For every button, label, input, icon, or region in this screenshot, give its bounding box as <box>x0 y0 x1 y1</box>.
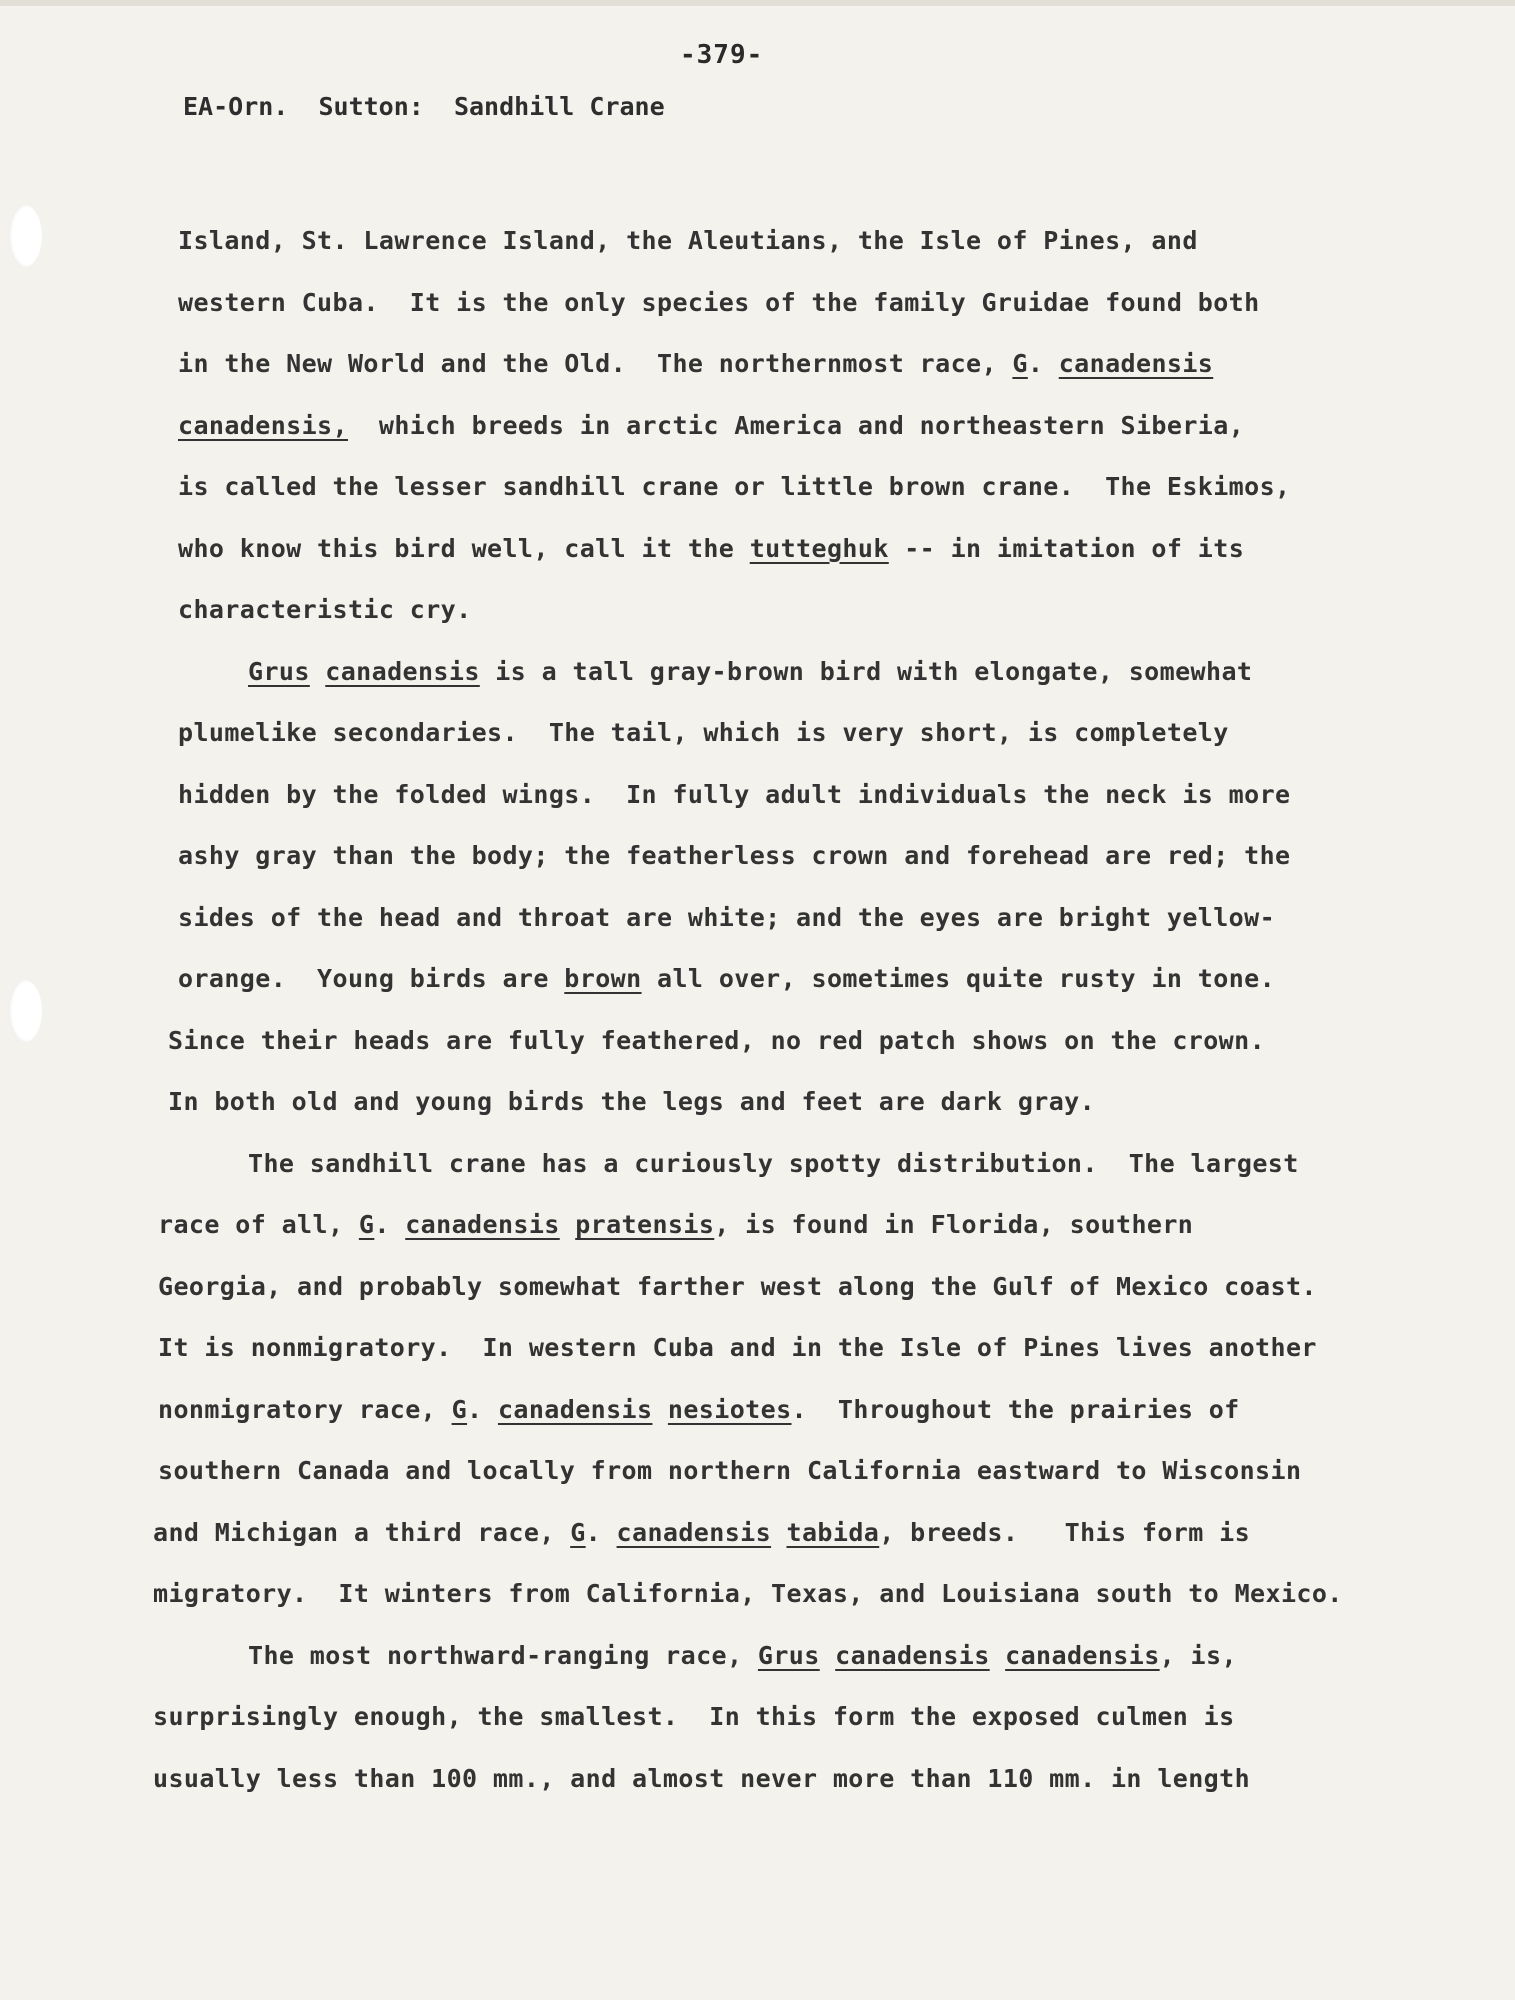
text-line: sides of the head and throat are white; and the eyes are bright yellow- <box>178 902 1276 932</box>
genus-name: Grus <box>248 656 310 686</box>
text-line: The sandhill crane has a curiously spotty distribution. The largest <box>248 1148 1299 1178</box>
text-line: migratory. It winters from California, Texas, and Louisiana south to Mexico. <box>153 1579 1343 1608</box>
genus-abbrev: G <box>570 1517 586 1547</box>
text-line: orange. Young birds are brown all over, sometimes quite rusty in tone. <box>178 964 1276 993</box>
text-line: The most northward-ranging race, Grus canadensis canadensis, is, <box>248 1640 1237 1670</box>
species-name: canadensis <box>405 1210 560 1239</box>
page-top-edge <box>0 0 1515 6</box>
body-text <box>153 210 1348 1809</box>
genus-abbrev: G <box>358 1210 375 1239</box>
species-name: canadensis <box>1058 349 1214 378</box>
text-line: Since their heads are fully feathered, no red patch shows on the crown. <box>168 1025 1266 1055</box>
header-code: EA-Orn. <box>183 92 289 121</box>
genus-abbrev: G <box>451 1394 468 1424</box>
text-line: characteristic cry. <box>178 595 472 624</box>
genus-abbrev: G <box>1012 349 1028 378</box>
text-line: surprisingly enough, the smallest. In this form the exposed culmen is <box>153 1702 1235 1731</box>
subspecies-name: nesiotes <box>667 1394 792 1424</box>
text-line: western Cuba. It is the only species of the family Gruidae found both <box>178 287 1260 317</box>
text-line: is called the lesser sandhill crane or little brown crane. The Eskimos, <box>178 472 1291 501</box>
document-header <box>183 92 665 121</box>
color-word: brown <box>564 964 642 993</box>
species-name: canadensis <box>497 1394 653 1424</box>
punch-hole-top <box>8 205 42 267</box>
eskimo-name: tutteghuk <box>749 533 889 563</box>
subspecies-name: canadensis <box>1005 1640 1160 1670</box>
text-line: usually less than 100 mm., and almost never more than 110 mm. in length <box>153 1763 1251 1793</box>
text-line: Grus canadensis is a tall gray-brown bird with elongate, somewhat <box>248 656 1253 686</box>
header-author: Sutton: <box>318 92 424 121</box>
header-subject: Sandhill Crane <box>453 92 665 121</box>
text-line: southern Canada and locally from northern California eastward to Wisconsin <box>158 1456 1302 1485</box>
species-name: canadensis <box>325 656 480 686</box>
text-line: Georgia, and probably somewhat farther west along the Gulf of Mexico coast. <box>158 1271 1317 1301</box>
text-line: In both old and young birds the legs and feet are dark gray. <box>168 1087 1096 1116</box>
punch-hole-middle <box>8 980 42 1042</box>
page-number: -379- <box>680 40 764 70</box>
subspecies-name: pratensis <box>575 1210 715 1239</box>
genus-name: Grus <box>757 1640 820 1670</box>
text-line: canadensis, which breeds in arctic America and northeastern Siberia, <box>178 410 1245 440</box>
species-name: canadensis <box>835 1640 990 1670</box>
text-line: race of all, G. canadensis pratensis, is found in Florida, southern <box>158 1210 1194 1239</box>
text-line: It is nonmigratory. In western Cuba and in the Isle of Pines lives another <box>158 1333 1317 1362</box>
text-line: Island, St. Lawrence Island, the Aleutians, the Isle of Pines, and <box>178 226 1198 255</box>
text-line: plumelike secondaries. The tail, which is very short, is completely <box>178 718 1229 747</box>
text-line: nonmigratory race, G. canadensis nesiotes. Throughout the prairies of <box>158 1394 1240 1424</box>
subspecies-name: canadensis, <box>178 410 348 440</box>
text-line: in the New World and the Old. The northernmost race, G. canadensis <box>178 349 1214 378</box>
species-name: canadensis <box>616 1517 772 1547</box>
text-line: hidden by the folded wings. In fully adult individuals the neck is more <box>178 779 1291 809</box>
text-line: ashy gray than the body; the featherless crown and forehead are red; the <box>178 841 1291 870</box>
subspecies-name: tabida <box>786 1517 880 1547</box>
text-line: and Michigan a third race, G. canadensis tabida, breeds. This form is <box>153 1517 1251 1547</box>
text-line: who know this bird well, call it the tutteghuk -- in imitation of its <box>178 533 1245 563</box>
